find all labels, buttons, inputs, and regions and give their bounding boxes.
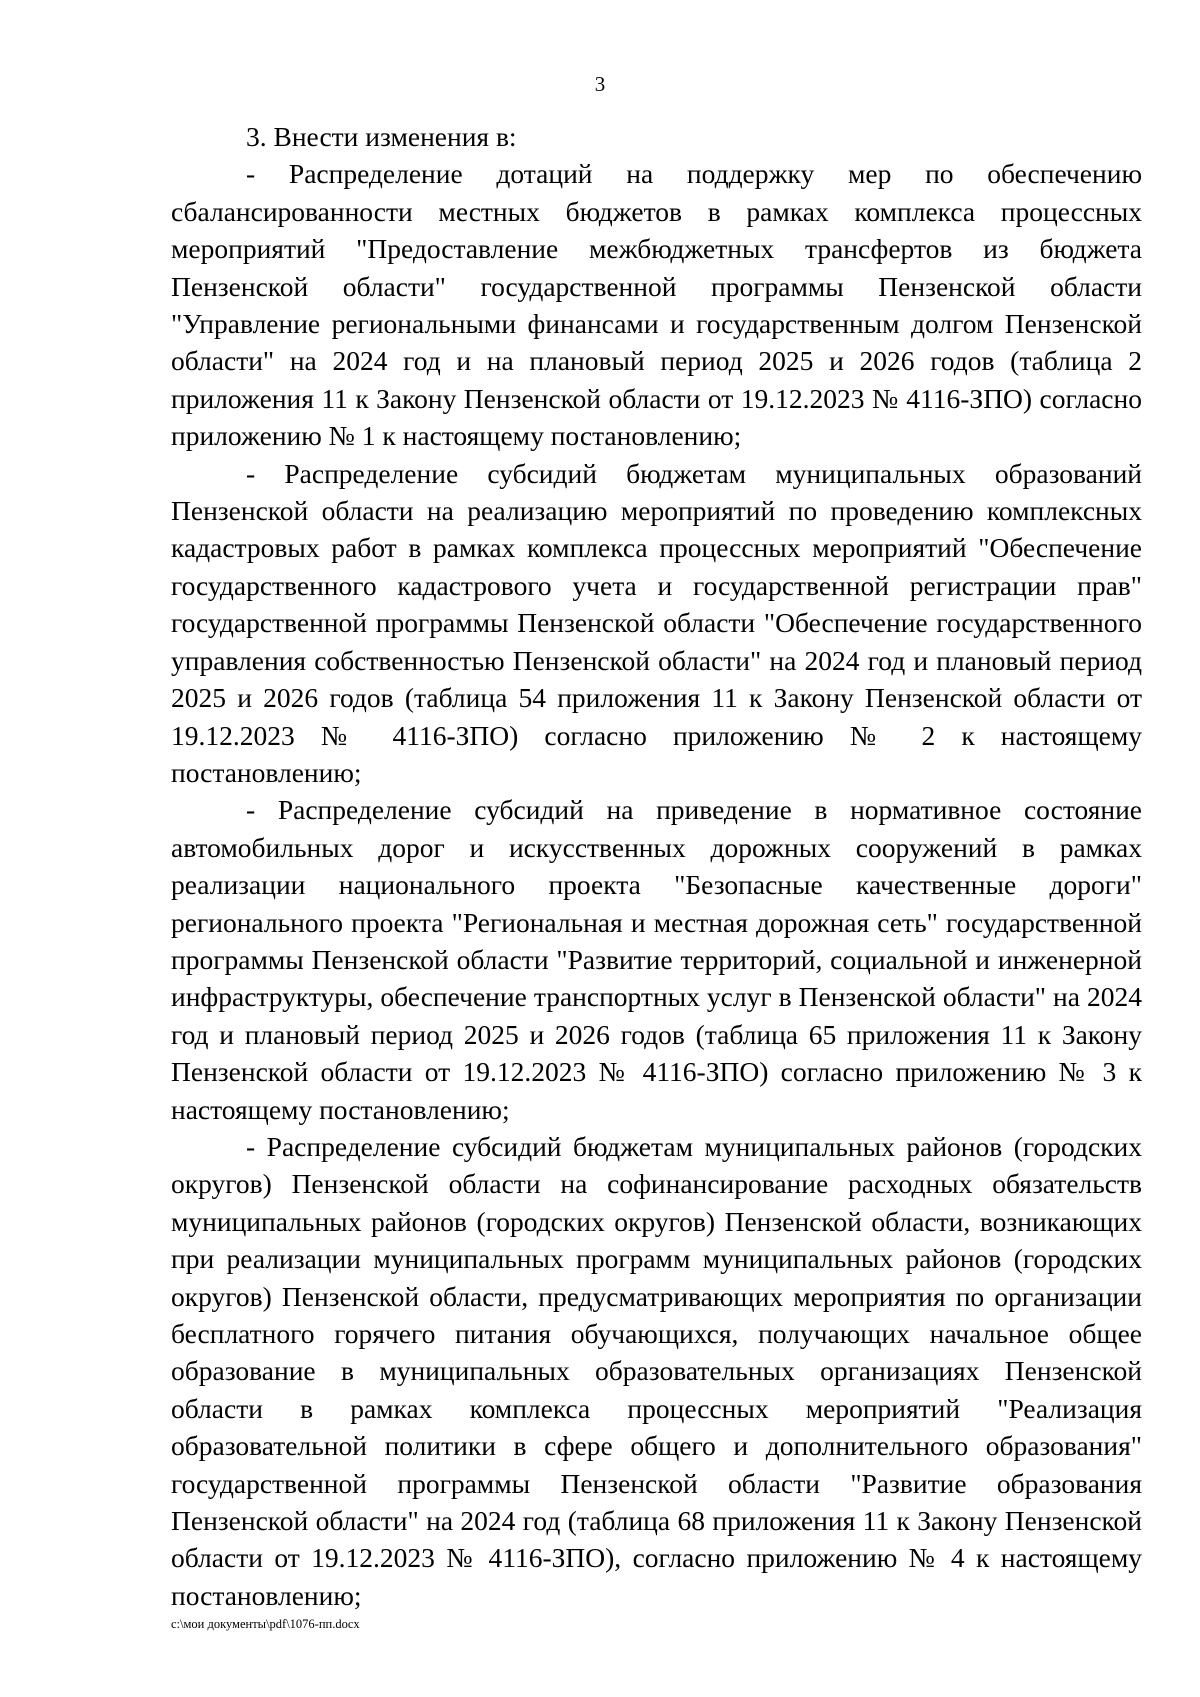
paragraph-subsidies-school-meals: - Распределение субсидий бюджетам муниципальных районов (городских округов) Пензенской области на софинансирование расходных обязательств муниципальных районов (городских округов) Пензенской области, возникающих при реализации муниципальных программ муниципальных районов (городских округов) Пензенской области, предусматривающих мероприятия по организации бесплатного горячего питания обучающихся, получающих начальное общее образование в муниципальных образовательных организациях Пензенской области в рамках комплекса процессных мероприятий "Реализация образовательной политики в сфере общего и дополнительного образования" государственной программы Пензенской области "Развитие образования Пензенской области" на 2024 год (таблица 68 приложения 11 к Закону Пензенской области от 19.12.2023 № 4116-ЗПО), согласно приложению № 4 к настоящему постановлению; — [171, 1130, 1142, 1611]
paragraph-subsidies-balance: - Распределение дотаций на поддержку мер по обеспечению сбалансированности местных бюджетов в рамках комплекса процессных мероприятий "Предоставление межбюджетных трансфертов из бюджета Пензенской области" государственной программы Пензенской области "Управление региональными финансами и государственным долгом Пензенской области" на 2024 год и на плановый период 2025 и 2026 годов (таблица 2 приложения 11 к Закону Пензенской области от 19.12.2023 № 4116-ЗПО) согласно приложению № 1 к настоящему постановлению; — [171, 158, 1142, 452]
document-body — [171, 118, 1142, 1614]
paragraph-subsidies-roads: - Распределение субсидий на приведение в нормативное состояние автомобильных дорог и искусственных дорожных сооружений в рамках реализации национального проекта "Безопасные качественные дороги" регионального проекта "Региональная и местная дорожная сеть" государственной программы Пензенской области "Развитие территорий, социальной и инженерной инфраструктуры, обеспечение транспортных услуг в Пензенской области" на 2024 год и плановый период 2025 и 2026 годов (таблица 65 приложения 11 к Закону Пензенской области от 19.12.2023 № 4116-ЗПО) согласно приложению № 3 к настоящему постановлению; — [171, 794, 1142, 1125]
paragraph-subsidies-cadastral: - Распределение субсидий бюджетам муниципальных образований Пензенской области на реализацию мероприятий по проведению комплексных кадастровых работ в рамках комплекса процессных мероприятий "Обеспечение государственного кадастрового учета и государственной регистрации прав" государственной программы Пензенской области "Обеспечение государственного управления собственностью Пензенской области" на 2024 год и плановый период 2025 и 2026 годов (таблица 54 приложения 11 к Закону Пензенской области от 19.12.2023 № 4116-ЗПО) согласно приложению № 2 к настоящему постановлению; — [171, 457, 1142, 788]
paragraph-item-3-intro: 3. Внести изменения в: — [246, 121, 517, 152]
footer-file-path: c:\мои документы\pdf\1076-пп.docx — [171, 1617, 360, 1631]
page-number: 3 — [594, 72, 606, 96]
